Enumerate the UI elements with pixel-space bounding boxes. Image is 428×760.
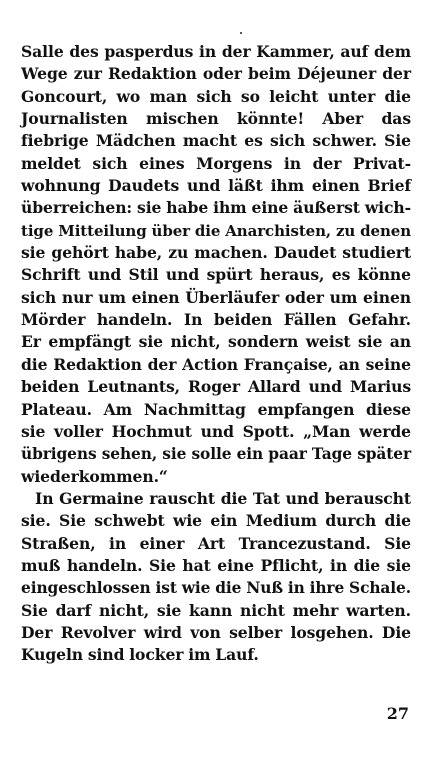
text-line: tige Mitteilung über die Anarchisten, zu denen	[21, 221, 411, 240]
text-line: Salle des pasperdus in der Kammer, auf dem	[21, 42, 411, 61]
text-line: übrigens sehen, sie solle ein paar Tage später	[21, 445, 411, 464]
text-line: sie gehört habe, zu machen. Daudet studiert	[21, 243, 411, 263]
text-line: Plateau. Am Nachmittag empfangen diese	[21, 399, 411, 419]
print-speck	[240, 32, 242, 34]
text-line: meldet sich eines Morgens in der Privat-	[21, 153, 411, 173]
text-line: Mörder handeln. In beiden Fällen Gefahr.	[21, 310, 411, 330]
text-line: In Germaine rauscht die Tat und berauscht	[35, 488, 411, 508]
text-line: sie voller Hochmut und Spott. „Man werde	[21, 421, 411, 441]
paragraph-2	[21, 488, 411, 667]
text-line: Straßen, in einer Art Trancezustand. Sie	[21, 533, 411, 553]
text-line: überreichen: sie habe ihm eine äußerst wich-	[21, 198, 411, 218]
text-line: die Redaktion der Action Française, an seine	[21, 354, 411, 374]
text-line: muß handeln. Sie hat eine Pflicht, in die sie	[21, 555, 411, 575]
text-line: eingeschlossen ist wie die Nuß in ihre Schale.	[21, 579, 411, 598]
paragraph-1	[21, 41, 411, 488]
page-number: 27	[386, 704, 409, 723]
text-line: wiederkommen.“	[21, 466, 168, 486]
body-text	[21, 41, 411, 667]
text-line: Er empfängt sie nicht, sondern weist sie an	[21, 332, 411, 352]
text-line: Sie darf nicht, sie kann nicht mehr warten.	[21, 600, 411, 620]
text-line: Wege zur Redaktion oder beim Déjeuner der	[21, 64, 411, 84]
text-line: Schrift und Stil und spürt heraus, es könne	[21, 265, 411, 285]
text-line: wohnung Daudets und läßt ihm einen Brief	[21, 176, 411, 196]
text-line: Kugeln sind locker im Lauf.	[21, 645, 259, 665]
text-line: Der Revolver wird von selber losgehen. Die	[21, 622, 411, 642]
text-line: Journalisten mischen könnte! Aber das	[21, 109, 411, 129]
text-line: Goncourt, wo man sich so leicht unter die	[21, 86, 411, 106]
text-line: beiden Leutnants, Roger Allard und Marius	[21, 377, 411, 397]
text-line: sie. Sie schwebt wie ein Medium durch die	[21, 511, 411, 531]
text-line: fiebrige Mädchen macht es sich schwer. Sie	[21, 131, 411, 151]
text-line: sich nur um einen Überläufer oder um einen	[21, 287, 411, 307]
